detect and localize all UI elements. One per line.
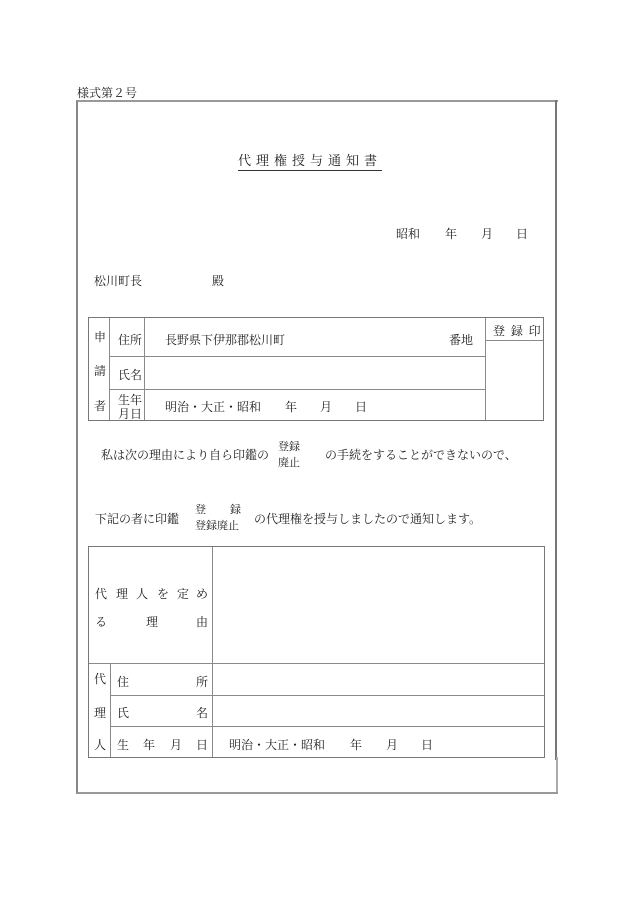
registered-seal-box[interactable] [486, 341, 543, 420]
date-year-label: 年 [445, 227, 458, 241]
applicant-group-label-2: 請 [94, 364, 107, 378]
reason-label-char: る [95, 615, 108, 629]
divider [144, 318, 145, 420]
agent-birth-label-char: 年 [143, 738, 156, 752]
agent-group-label-1: 代 [94, 672, 107, 686]
reason-label-char: 代 [95, 587, 108, 601]
reason-label-char: 理 [146, 615, 159, 629]
agent-birth-eras[interactable]: 明治・大正・昭和 [229, 738, 326, 752]
agent-birth-month: 月 [386, 738, 399, 752]
date-day-label: 日 [516, 227, 529, 241]
agent-birth-year: 年 [350, 738, 363, 752]
reason-label-char: 人 [136, 587, 149, 601]
frame-right-edge-lower [556, 757, 558, 792]
document-title: 代理権授与通知書 [238, 150, 382, 171]
applicant-birth-day: 日 [355, 400, 368, 414]
agent-group-label-3: 人 [94, 738, 107, 752]
agent-birth-label-char: 月 [170, 738, 183, 752]
reason-label-char: を [157, 587, 170, 601]
form-number: 様式第２号 [77, 86, 138, 100]
agent-birth-day: 日 [421, 738, 434, 752]
statement-line2-before: 下記の者に印鑑 [95, 512, 180, 526]
applicant-birth-label-line2: 月日 [118, 407, 143, 421]
statement-line1-option-register: 登録 [278, 440, 300, 453]
statement-line2-after: の代理権を授与しましたので通知します。 [254, 512, 482, 526]
applicant-group-label-3: 者 [94, 399, 107, 413]
applicant-name-label: 氏名 [118, 368, 143, 382]
applicant-address-value[interactable]: 長野県下伊那郡松川町 [165, 333, 286, 347]
registered-seal-label: 登 録 印 [493, 324, 542, 338]
applicant-birth-month: 月 [320, 400, 333, 414]
agent-group-label-2: 理 [94, 706, 107, 720]
statement-line2-option-abolish: 登録廃止 [195, 519, 239, 532]
reason-label-char: め [196, 587, 209, 601]
agent-address-input[interactable] [213, 664, 544, 695]
agent-table [88, 546, 545, 758]
statement-line2-option-register-b: 録 [230, 503, 241, 516]
divider [110, 726, 544, 727]
divider [109, 356, 485, 357]
addressee-honorific: 殿 [212, 274, 225, 288]
date-month-label: 月 [481, 227, 494, 241]
frame-right-edge [555, 100, 557, 760]
reason-label-char: 由 [196, 615, 209, 629]
reason-input-area[interactable] [213, 547, 544, 663]
agent-name-label-char: 氏 [117, 706, 130, 720]
statement-line2-option-register-a: 登 [195, 503, 206, 516]
divider [110, 664, 111, 757]
agent-address-label-char: 住 [117, 675, 130, 689]
applicant-birth-year: 年 [285, 400, 298, 414]
reason-label-char: 理 [116, 587, 129, 601]
applicant-birth-label-line1: 生年 [118, 393, 143, 407]
statement-line1-before: 私は次の理由により自ら印鑑の [101, 448, 270, 462]
applicant-table [88, 317, 544, 421]
statement-line1-after: の手続をすることができないので、 [325, 448, 517, 462]
addressee-name: 松川町長 [94, 274, 143, 288]
agent-birth-label-char: 生 [117, 738, 130, 752]
divider [109, 318, 110, 420]
divider [109, 389, 485, 390]
applicant-address-label: 住所 [118, 333, 143, 347]
applicant-address-suffix: 番地 [449, 333, 474, 347]
agent-name-input[interactable] [213, 696, 544, 726]
date-era: 昭和 [396, 227, 421, 241]
applicant-group-label-1: 申 [94, 330, 107, 344]
reason-label-char: 定 [177, 587, 190, 601]
agent-birth-label-char: 日 [196, 738, 209, 752]
agent-address-label-char: 所 [196, 675, 209, 689]
statement-line1-option-abolish: 廃止 [278, 456, 300, 469]
applicant-birth-eras[interactable]: 明治・大正・昭和 [165, 400, 262, 414]
agent-name-label-char: 名 [196, 706, 209, 720]
